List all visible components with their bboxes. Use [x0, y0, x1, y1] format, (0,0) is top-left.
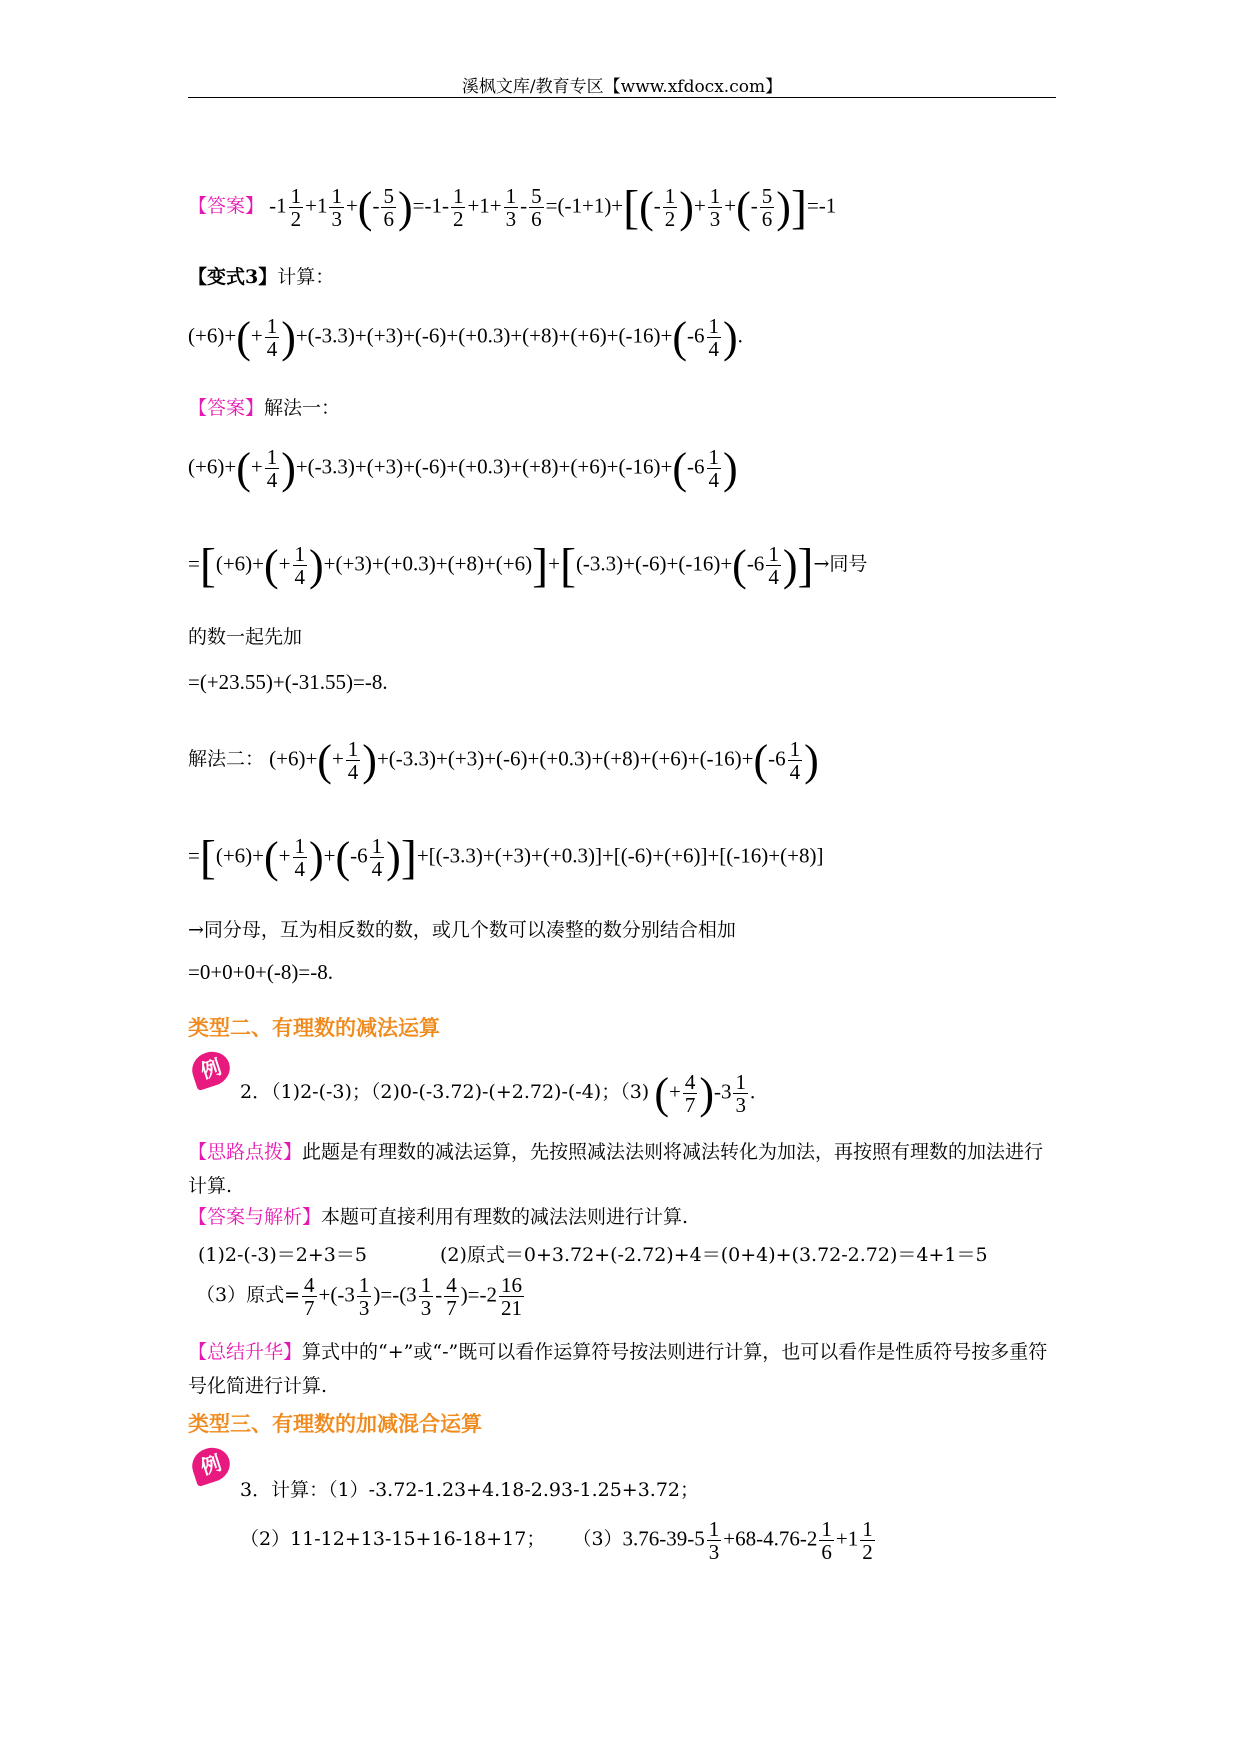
thinking-text: 此题是有理数的减法运算，先按照减法法则将减法转化为加法，再按照有理数的加法进行计算. — [188, 1141, 1044, 1197]
example-2-solution-3: （3）原式= $\frac{4}{7}$ +(-3 $\frac{1}{3}$ )=-(3 $\frac{1}{3}$ - $\frac{4}{7}$ )=-2 $\frac{16}{21}$ — [196, 1273, 523, 1321]
answer-1-expression: -1 $\frac{1}{2}$ +1 $\frac{1}{3}$ +(- $\frac{5}{6}$ )=-1- $\frac{1}{2}$ +1+ $\frac{1}{3}$ - $\frac{5}{6}$ =(-1+1)+[(- $\frac{1}{2}$ )+ $\frac{1}{3}$ +(- $\frac{5}{6}$ )]=-1 — [269, 181, 837, 234]
answer-1 — [188, 180, 836, 235]
method-2-line-2: =[(+6)+(+ $\frac{1}{4}$ )+(-6 $\frac{1}{4}$ )]+[(-3.3)+(+3)+(+0.3)]+[(-6)+(+6)]+[(-16)+(+8)] — [188, 831, 824, 884]
analysis-label: 【答案与解析】 — [188, 1206, 322, 1228]
example-2-text: 2．（1)2-(-3)；（2)0-(-3.72)-(+2.72)-(-4)；（3) — [240, 1081, 650, 1103]
example-badge-icon: 例 — [188, 1443, 235, 1487]
example-3-line-2: （2）11-12+13-15+16-18+17； （3）3.76-39-5 $\frac{1}{3}$ +68-4.76-2 $\frac{1}{6}$ +1 $\frac{1}{2}$ — [240, 1517, 873, 1565]
answer-label: 【答案】 — [188, 397, 265, 419]
answer-2 — [188, 393, 340, 420]
example-2 — [240, 1068, 755, 1119]
method-1-note-cont: 的数一起先加 — [188, 626, 303, 648]
variant-label: 【变式3】 — [188, 266, 278, 288]
example-2-solution-2: (2)原式＝0+3.72+(-2.72)+4＝(0+4)+(3.72-2.72)＝4+1＝5 — [440, 1244, 988, 1266]
variant-3-expression: (+6)+(+ $\frac{1}{4}$ )+(-3.3)+(+3)+(-6)+(+0.3)+(+8)+(+6)+(-16)+(-6 $\frac{1}{4}$ ). — [188, 313, 743, 362]
example-2-analysis — [188, 1202, 688, 1229]
solution-3-label: （3）原式= — [196, 1284, 301, 1307]
method-1-note: →同号 — [813, 553, 868, 575]
example-2-solution-1: (1)2-(-3)＝2+3＝5 — [198, 1244, 367, 1266]
method-2-line-1: 解法二： (+6)+(+ $\frac{1}{4}$ )+(-3.3)+(+3)+(-6)+(+0.3)+(+8)+(+6)+(-16)+(-6 $\frac{1}{4}$ ) — [188, 736, 819, 785]
answer-label: 【答案】 — [188, 195, 265, 217]
summary-text: 算式中的“+”或“-”既可以看作运算符号按法则进行计算，也可以看作是性质符号按多重符号化简进行计算. — [188, 1341, 1048, 1397]
thinking-label: 【思路点拨】 — [188, 1141, 303, 1163]
header-rule — [188, 97, 1056, 98]
method-1-label: 解法一： — [264, 397, 341, 419]
method-1-result: =(+23.55)+(-31.55)=-8. — [188, 670, 388, 694]
example-2-expr-3: (+ $\frac{4}{7}$ )-3 $\frac{1}{3}$ . — [654, 1069, 756, 1118]
example-2-thinking — [188, 1135, 1058, 1203]
example-3-part-3-label: （3） — [572, 1528, 623, 1551]
method-2-label: 解法二： — [188, 748, 265, 770]
example-3-line-1: 3．计算：（1）-3.72-1.23+4.18-2.93-1.25+3.72； — [240, 1479, 700, 1501]
section-heading-type-2: 类型二、有理数的减法运算 — [188, 1016, 440, 1040]
summary-label: 【总结升华】 — [188, 1341, 303, 1363]
analysis-text: 本题可直接利用有理数的减法法则进行计算. — [321, 1206, 689, 1228]
method-1-line-1: (+6)+(+ $\frac{1}{4}$ )+(-3.3)+(+3)+(-6)+(+0.3)+(+8)+(+6)+(-16)+(-6 $\frac{1}{4}$ ) — [188, 444, 738, 493]
method-2-result: =0+0+0+(-8)=-8. — [188, 960, 333, 984]
variant-3 — [188, 262, 334, 289]
example-3-part-2: （2）11-12+13-15+16-18+17； — [240, 1528, 546, 1551]
example-2-summary — [188, 1335, 1058, 1403]
example-badge-icon: 例 — [188, 1047, 235, 1091]
method-1-line-2: =[(+6)+(+ $\frac{1}{4}$ )+(+3)+(+0.3)+(+8)+(+6)]+[(-3.3)+(-6)+(-16)+(-6 $\frac{1}{4}$ )]→同号 — [188, 539, 868, 592]
method-2-note: →同分母，互为相反数的数，或几个数可以凑整的数分别结合相加 — [188, 919, 736, 941]
section-heading-type-3: 类型三、有理数的加减混合运算 — [188, 1412, 482, 1436]
page-header: 溪枫文库/教育专区【www.xfdocx.com】 — [461, 77, 783, 97]
variant-text: 计算： — [277, 266, 335, 288]
